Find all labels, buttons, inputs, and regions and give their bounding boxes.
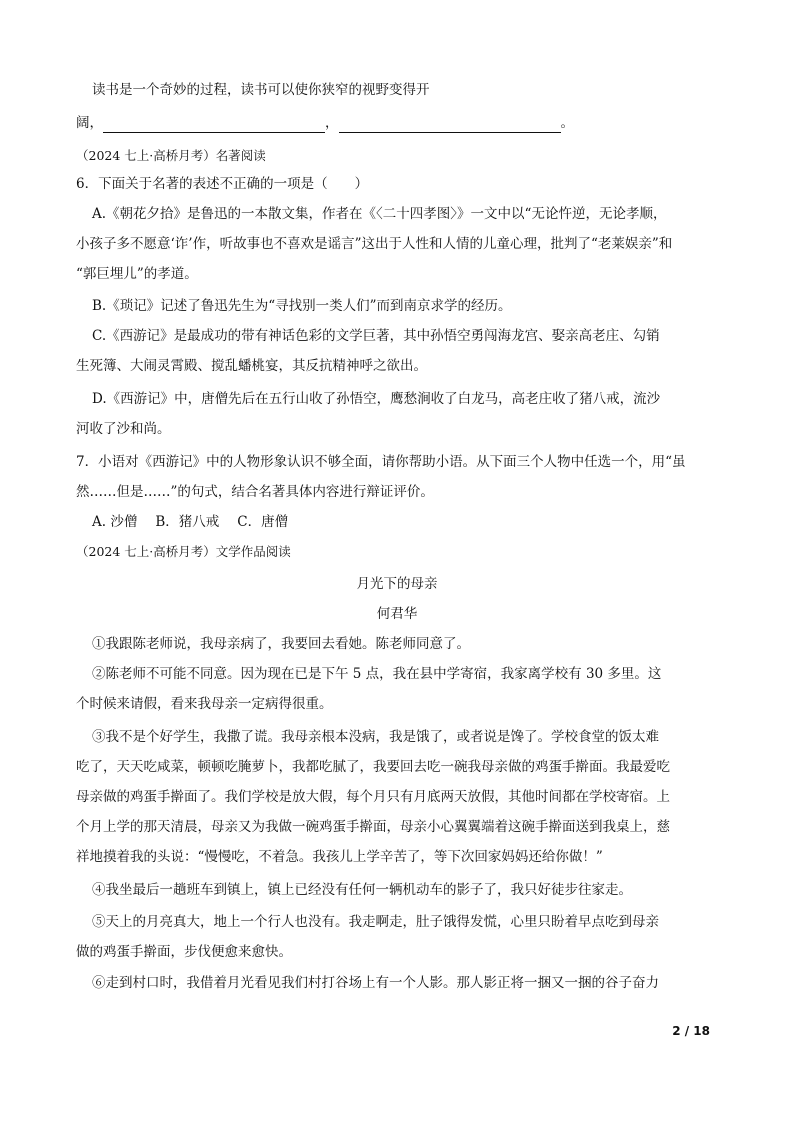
- article-paragraph-line: ⑥走到村口时，我借着月光看见我们村打谷场上有一个人影。那人影正将一捆又一捆的谷子奋力: [92, 975, 659, 991]
- intro-separator: ，: [325, 115, 339, 131]
- article-paragraph-line: 祥地摸着我的头说：“慢慢吃，不着急。我孩儿上学辛苦了，等下次回家妈妈还给你做！”: [76, 849, 603, 865]
- answer-blank-1[interactable]: [103, 118, 325, 133]
- article-paragraph-line: 母亲做的鸡蛋手擀面了。我们学校是放大假，每个月只有月底两天放假，其他时间都在学校寄宿。上: [76, 789, 670, 805]
- article-paragraph-line: 吃了，天天吃咸菜，顿顿吃腌萝卜，我都吃腻了，我要回去吃一碗我母亲做的鸡蛋手擀面。我最爱吃: [76, 759, 670, 775]
- q6-option-a-line: A.《朝花夕拾》是鲁迅的一本散文集，作者在《〈二十四孝图〉》一文中以“无论忤逆，无论孝顺，: [92, 206, 667, 222]
- article-paragraph-line: 个月上学的那天清晨，母亲又为我做一碗鸡蛋手擀面，母亲小心翼翼端着这碗手擀面送到我桌上，慈: [76, 819, 670, 835]
- q7-option: B．猪八戒: [155, 514, 220, 530]
- article-paragraph-line: ③我不是个好学生，我撒了谎。我母亲根本没病，我是饿了，或者说是馋了。学校食堂的饭太难: [92, 729, 659, 745]
- article-paragraph-line: 做的鸡蛋手擀面，步伐便愈来愈快。: [76, 944, 292, 960]
- article-author: 何君华: [376, 606, 418, 622]
- q6-option-c-line: C.《西游记》是最成功的带有神话色彩的文学巨著，其中孙悟空勇闯海龙宫、娶亲高老庄、勾销: [92, 328, 660, 344]
- article-paragraph-line: ④我坐最后一趟班车到镇上，镇上已经没有任何一辆机动车的影子了，我只好徒步往家走。: [92, 882, 632, 898]
- q6-option-a-line: 小孩子多不愿意‘诈’作，听故事也不喜欢是谣言”这出于人性和人情的儿童心理，批判了“老莱娱亲”和: [76, 236, 673, 252]
- question-7-stem: 7．小语对《西游记》中的人物形象认识不够全面，请你帮助小语。从下面三个人物中任选一个，用“虽: [76, 454, 686, 470]
- q6-option-a-line: “郭巨埋儿”的孝道。: [76, 266, 198, 282]
- question-6-stem: 6．下面关于名著的表述不正确的一项是（ ）: [76, 176, 369, 192]
- article-paragraph-line: ①我跟陈老师说，我母亲病了，我要回去看她。陈老师同意了。: [92, 636, 470, 652]
- intro-line-2-prefix: 阔，: [76, 115, 103, 131]
- intro-end: 。: [560, 115, 574, 131]
- article-paragraph-line: ②陈老师不可能不同意。因为现在已是下午 5 点，我在县中学寄宿，我家离学校有 30 多里。这: [92, 666, 662, 682]
- page-number: 2 / 18: [672, 1024, 710, 1038]
- article-paragraph-line: 个时候来请假，看来我母亲一定病得很重。: [76, 696, 333, 712]
- q6-option-d-line: 河收了沙和尚。: [76, 421, 171, 437]
- section-heading-literary: （2024 七上·高桥月考）文学作品阅读: [76, 544, 291, 559]
- question-7-stem: 然……但是……”的句式，结合名著具体内容进行辩证评价。: [76, 484, 434, 500]
- q7-option: A. 沙僧: [92, 514, 138, 530]
- q6-option-c-line: 生死簿、大闹灵霄殿、搅乱蟠桃宴，其反抗精神呼之欲出。: [76, 358, 427, 374]
- q6-option-d-line: D.《西游记》中，唐僧先后在五行山收了孙悟空，鹰愁涧收了白龙马，高老庄收了猪八戒，流沙: [92, 391, 661, 407]
- article-title: 月光下的母亲: [356, 576, 438, 592]
- intro-line-1: 读书是一个奇妙的过程，读书可以使你狭窄的视野变得开: [92, 82, 430, 98]
- q7-option: C．唐僧: [237, 514, 289, 530]
- intro-line-2: [76, 113, 710, 133]
- section-heading-classics: （2024 七上·高桥月考）名著阅读: [76, 148, 266, 163]
- article-paragraph-line: ⑤天上的月亮真大，地上一个行人也没有。我走啊走，肚子饿得发慌，心里只盼着早点吃到母亲: [92, 914, 659, 930]
- q6-option-b-line: B.《琐记》记述了鲁迅先生为“寻找别一类人们”而到南京求学的经历。: [92, 298, 512, 314]
- q7-options: [92, 512, 710, 532]
- answer-blank-2[interactable]: [339, 118, 561, 133]
